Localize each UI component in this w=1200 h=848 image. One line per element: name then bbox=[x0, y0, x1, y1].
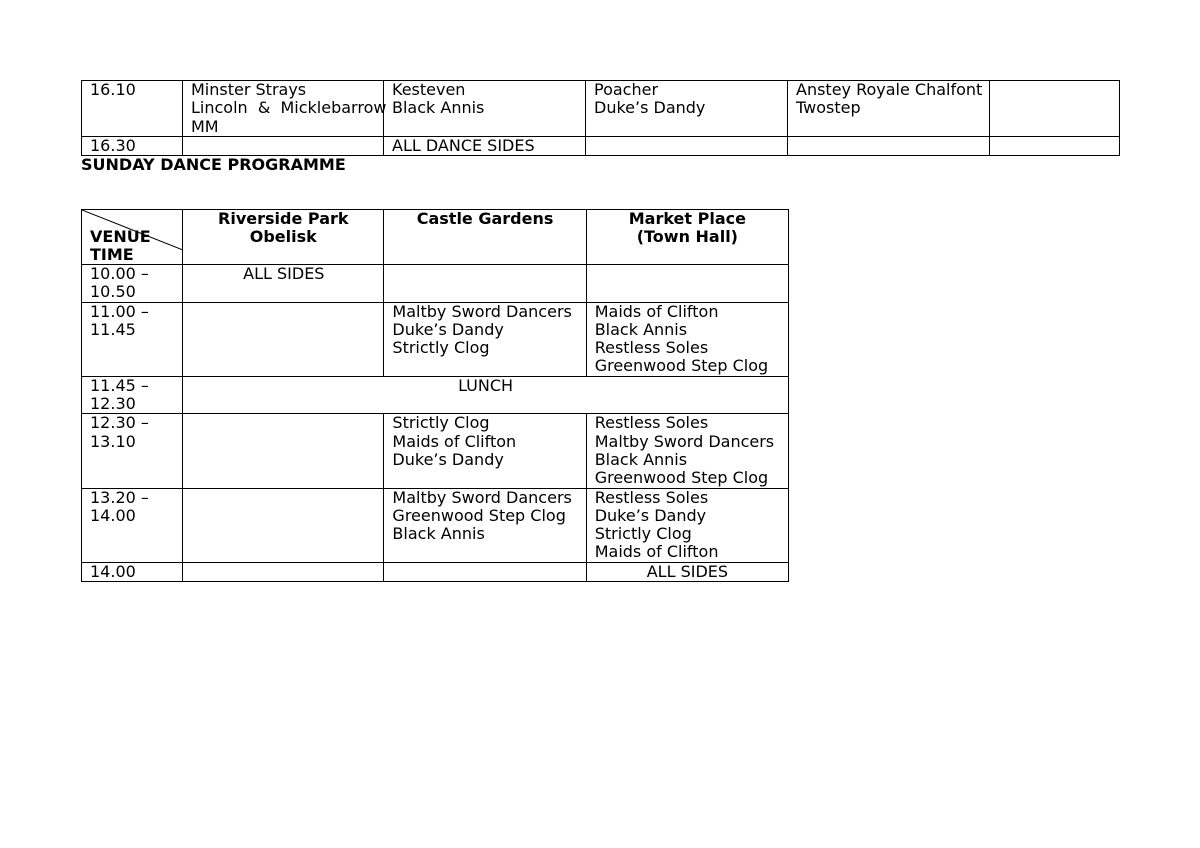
lunch-cell: LUNCH bbox=[183, 376, 789, 414]
riverside-cell bbox=[183, 562, 384, 581]
venue-axis-label: VENUE bbox=[90, 227, 151, 246]
venue-header-riverside: Riverside Park Obelisk bbox=[183, 210, 384, 265]
table-row bbox=[82, 265, 789, 303]
corner-header bbox=[82, 210, 183, 265]
table-row bbox=[82, 414, 789, 488]
header-row bbox=[82, 210, 789, 265]
section-title: SUNDAY DANCE PROGRAMME bbox=[81, 155, 346, 174]
castle-cell bbox=[384, 562, 586, 581]
table-row bbox=[82, 81, 1120, 137]
time-cell: 14.00 bbox=[82, 562, 183, 581]
castle-cell: Strictly Clog Maids of Clifton Duke’s Dandy bbox=[384, 414, 586, 488]
market-cell: Restless Soles Duke’s Dandy Strictly Clog Maids of Clifton bbox=[586, 488, 788, 562]
venue-cell: ALL DANCE SIDES bbox=[384, 136, 586, 155]
riverside-cell bbox=[183, 302, 384, 376]
table-row bbox=[82, 488, 789, 562]
venue-cell: Minster Strays Lincoln & Micklebarrow MM bbox=[183, 81, 384, 137]
riverside-cell: ALL SIDES bbox=[183, 265, 384, 303]
time-cell: 16.30 bbox=[82, 136, 183, 155]
venue-cell bbox=[183, 136, 384, 155]
venue-cell: Poacher Duke’s Dandy bbox=[586, 81, 788, 137]
venue-cell: Kesteven Black Annis bbox=[384, 81, 586, 137]
venue-cell bbox=[788, 136, 990, 155]
time-cell: 11.45 – 12.30 bbox=[82, 376, 183, 414]
castle-cell bbox=[384, 265, 586, 303]
time-cell: 13.20 – 14.00 bbox=[82, 488, 183, 562]
venue-cell bbox=[586, 136, 788, 155]
table-row bbox=[82, 376, 789, 414]
castle-cell: Maltby Sword Dancers Greenwood Step Clog Black Annis bbox=[384, 488, 586, 562]
time-cell: 11.00 – 11.45 bbox=[82, 302, 183, 376]
time-cell: 12.30 – 13.10 bbox=[82, 414, 183, 488]
market-cell bbox=[586, 265, 788, 303]
venue-header-market: Market Place (Town Hall) bbox=[586, 210, 788, 265]
table-row bbox=[82, 136, 1120, 155]
table-row bbox=[82, 562, 789, 581]
market-cell: Maids of Clifton Black Annis Restless Soles Greenwood Step Clog bbox=[586, 302, 788, 376]
time-cell: 10.00 – 10.50 bbox=[82, 265, 183, 303]
venue-cell bbox=[990, 81, 1120, 137]
table-row bbox=[82, 302, 789, 376]
venue-cell: Anstey Royale Chalfont Twostep bbox=[788, 81, 990, 137]
saturday-programme-table bbox=[81, 80, 1120, 156]
castle-cell: Maltby Sword Dancers Duke’s Dandy Strictly Clog bbox=[384, 302, 586, 376]
riverside-cell bbox=[183, 488, 384, 562]
market-cell: Restless Soles Maltby Sword Dancers Black Annis Greenwood Step Clog bbox=[586, 414, 788, 488]
time-axis-label: TIME bbox=[90, 245, 134, 265]
sunday-programme-table bbox=[81, 209, 789, 582]
time-cell: 16.10 bbox=[82, 81, 183, 137]
market-cell: ALL SIDES bbox=[586, 562, 788, 581]
riverside-cell bbox=[183, 414, 384, 488]
venue-cell bbox=[990, 136, 1120, 155]
venue-header-castle: Castle Gardens bbox=[384, 210, 586, 265]
